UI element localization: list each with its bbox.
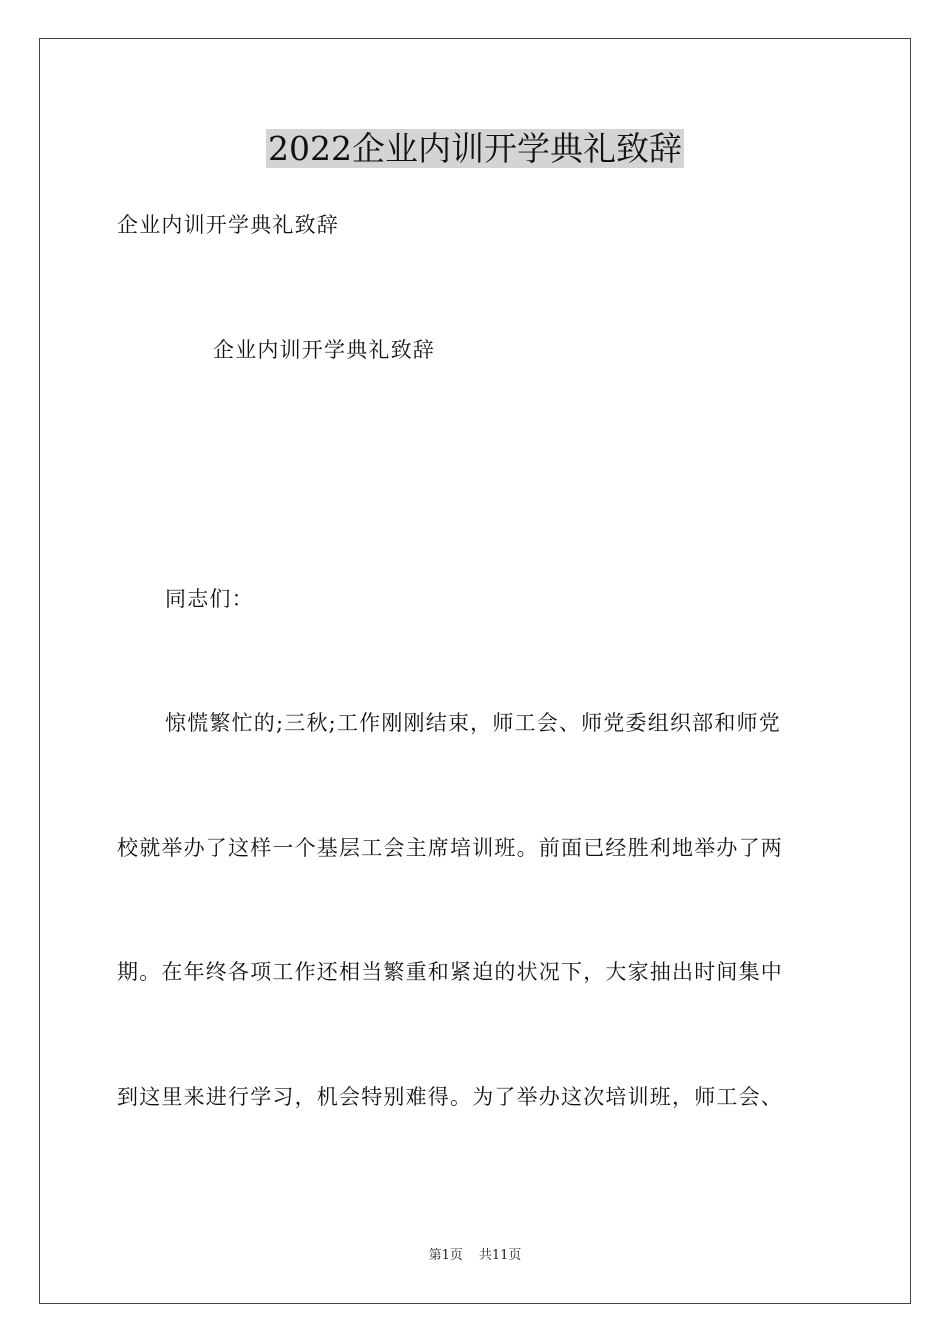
document-title-text: 2022企业内训开学典礼致辞 — [268, 129, 682, 168]
body-line-4: 到这里来进行学习，机会特别难得。为了举办这次培训班，师工会、 — [117, 1085, 783, 1109]
body-line-3: 期。在年终各项工作还相当繁重和紧迫的状况下，大家抽出时间集中 — [117, 960, 783, 984]
body-line-2: 校就举办了这样一个基层工会主席培训班。前面已经胜利地举办了两 — [117, 836, 783, 860]
page-footer — [0, 1247, 950, 1265]
document-title — [0, 127, 950, 171]
page-number-current: 第1页 — [428, 1248, 463, 1263]
greeting: 同志们： — [165, 587, 254, 611]
page-number-total: 共11页 — [478, 1248, 522, 1263]
speech-heading: 企业内训开学典礼致辞 — [213, 338, 435, 362]
document-subtitle: 企业内训开学典礼致辞 — [117, 213, 339, 237]
body-line-1: 惊慌繁忙的;三秋;工作刚刚结束，师工会、师党委组织部和师党 — [165, 711, 781, 735]
